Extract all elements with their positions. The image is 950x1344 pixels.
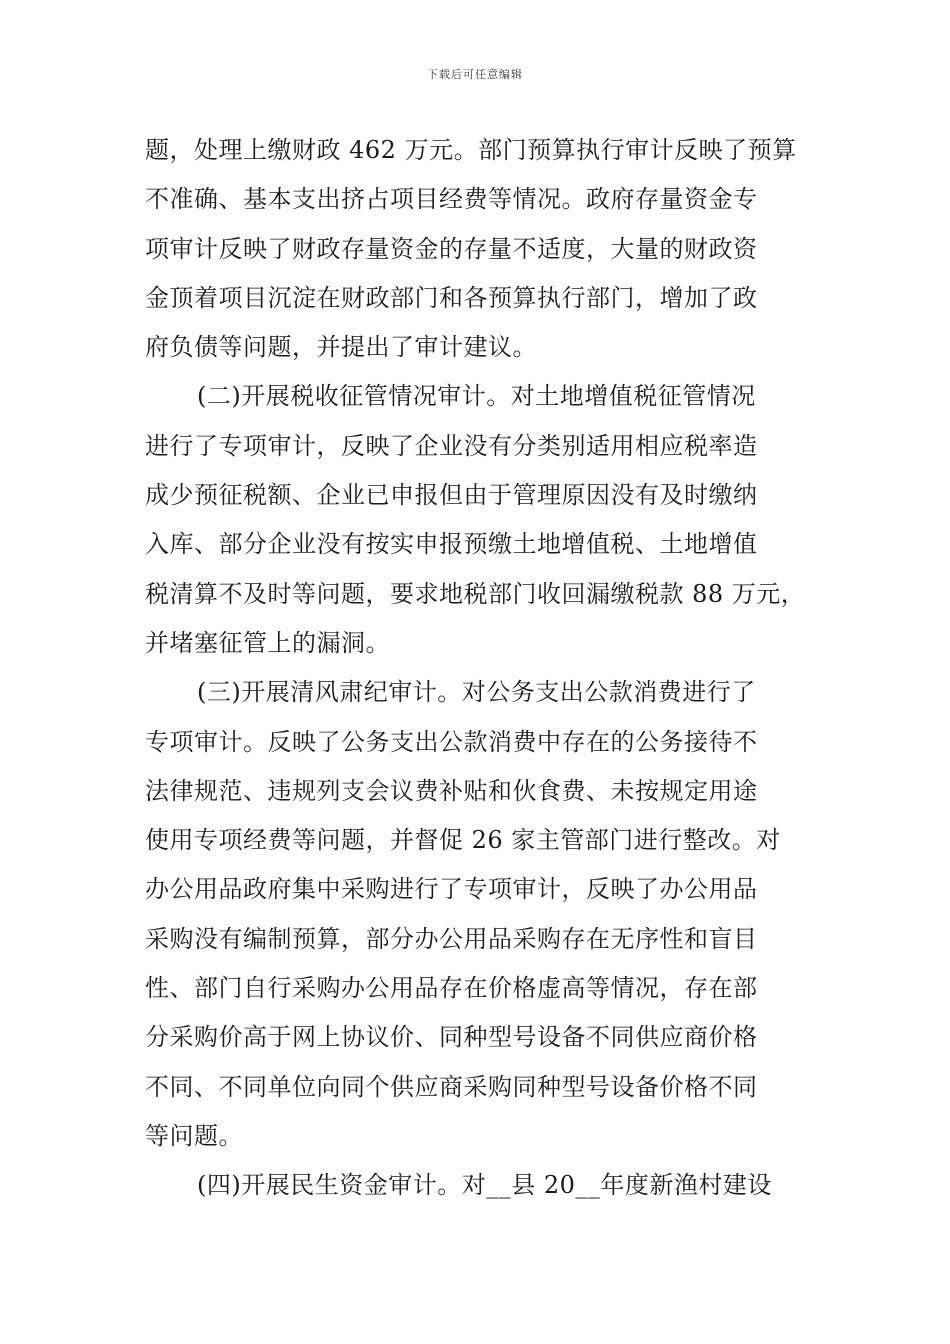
text-line: 使用专项经费等问题，并督促 26 家主管部门进行整改。对 (145, 826, 781, 855)
text-line: 性、部门自行采购办公用品存在价格虚高等情况，存在部 (145, 974, 758, 1003)
text-line: 等问题。 (145, 1121, 243, 1150)
text-line: 入库、部分企业没有按实申报预缴土地增值税、土地增值 (145, 530, 758, 559)
text-line: 税清算不及时等问题，要求地税部门收回漏缴税款 88 万元， (145, 579, 806, 608)
text-line: 进行了专项审计，反映了企业没有分类别适用相应税率造 (145, 431, 758, 460)
text-line: 不同、不同单位向同个供应商采购同种型号设备价格不同 (145, 1072, 758, 1101)
text-line: 金顶着项目沉淀在财政部门和各预算执行部门，增加了政 (145, 283, 758, 312)
text-line: 分采购价高于网上协议价、同种型号设备不同供应商价格 (145, 1023, 758, 1052)
text-line: 办公用品政府集中采购进行了专项审计，反映了办公用品 (145, 875, 758, 904)
page-header: 下载后可任意编辑 (427, 68, 523, 81)
text-line: 项审计反映了财政存量资金的存量不适度，大量的财政资 (145, 234, 758, 263)
text-line: 府负债等问题，并提出了审计建议。 (145, 333, 537, 362)
paragraph-heading-line: (三)开展清风肃纪审计。对公务支出公款消费进行了 (197, 678, 756, 707)
document-body (145, 126, 815, 1211)
text-line: 采购没有编制预算，部分办公用品采购存在无序性和盲目 (145, 924, 758, 953)
text-line: 专项审计。反映了公务支出公款消费中存在的公务接待不 (145, 727, 758, 756)
text-line: 成少预征税额、企业已申报但由于管理原因没有及时缴纳 (145, 481, 758, 510)
text-line: 题，处理上缴财政 462 万元。部门预算执行审计反映了预算 (145, 136, 797, 164)
text-line: 并堵塞征管上的漏洞。 (145, 628, 390, 657)
text-line: 不准确、基本支出挤占项目经费等情况。政府存量资金专 (145, 185, 758, 214)
paragraph-heading-line: (四)开展民生资金审计。对__县 20__年度新渔村建设 (197, 1171, 772, 1200)
text-line: 法律规范、违规列支会议费补贴和伙食费、未按规定用途 (145, 776, 758, 805)
paragraph-heading-line: (二)开展税收征管情况审计。对土地增值税征管情况 (197, 382, 756, 411)
